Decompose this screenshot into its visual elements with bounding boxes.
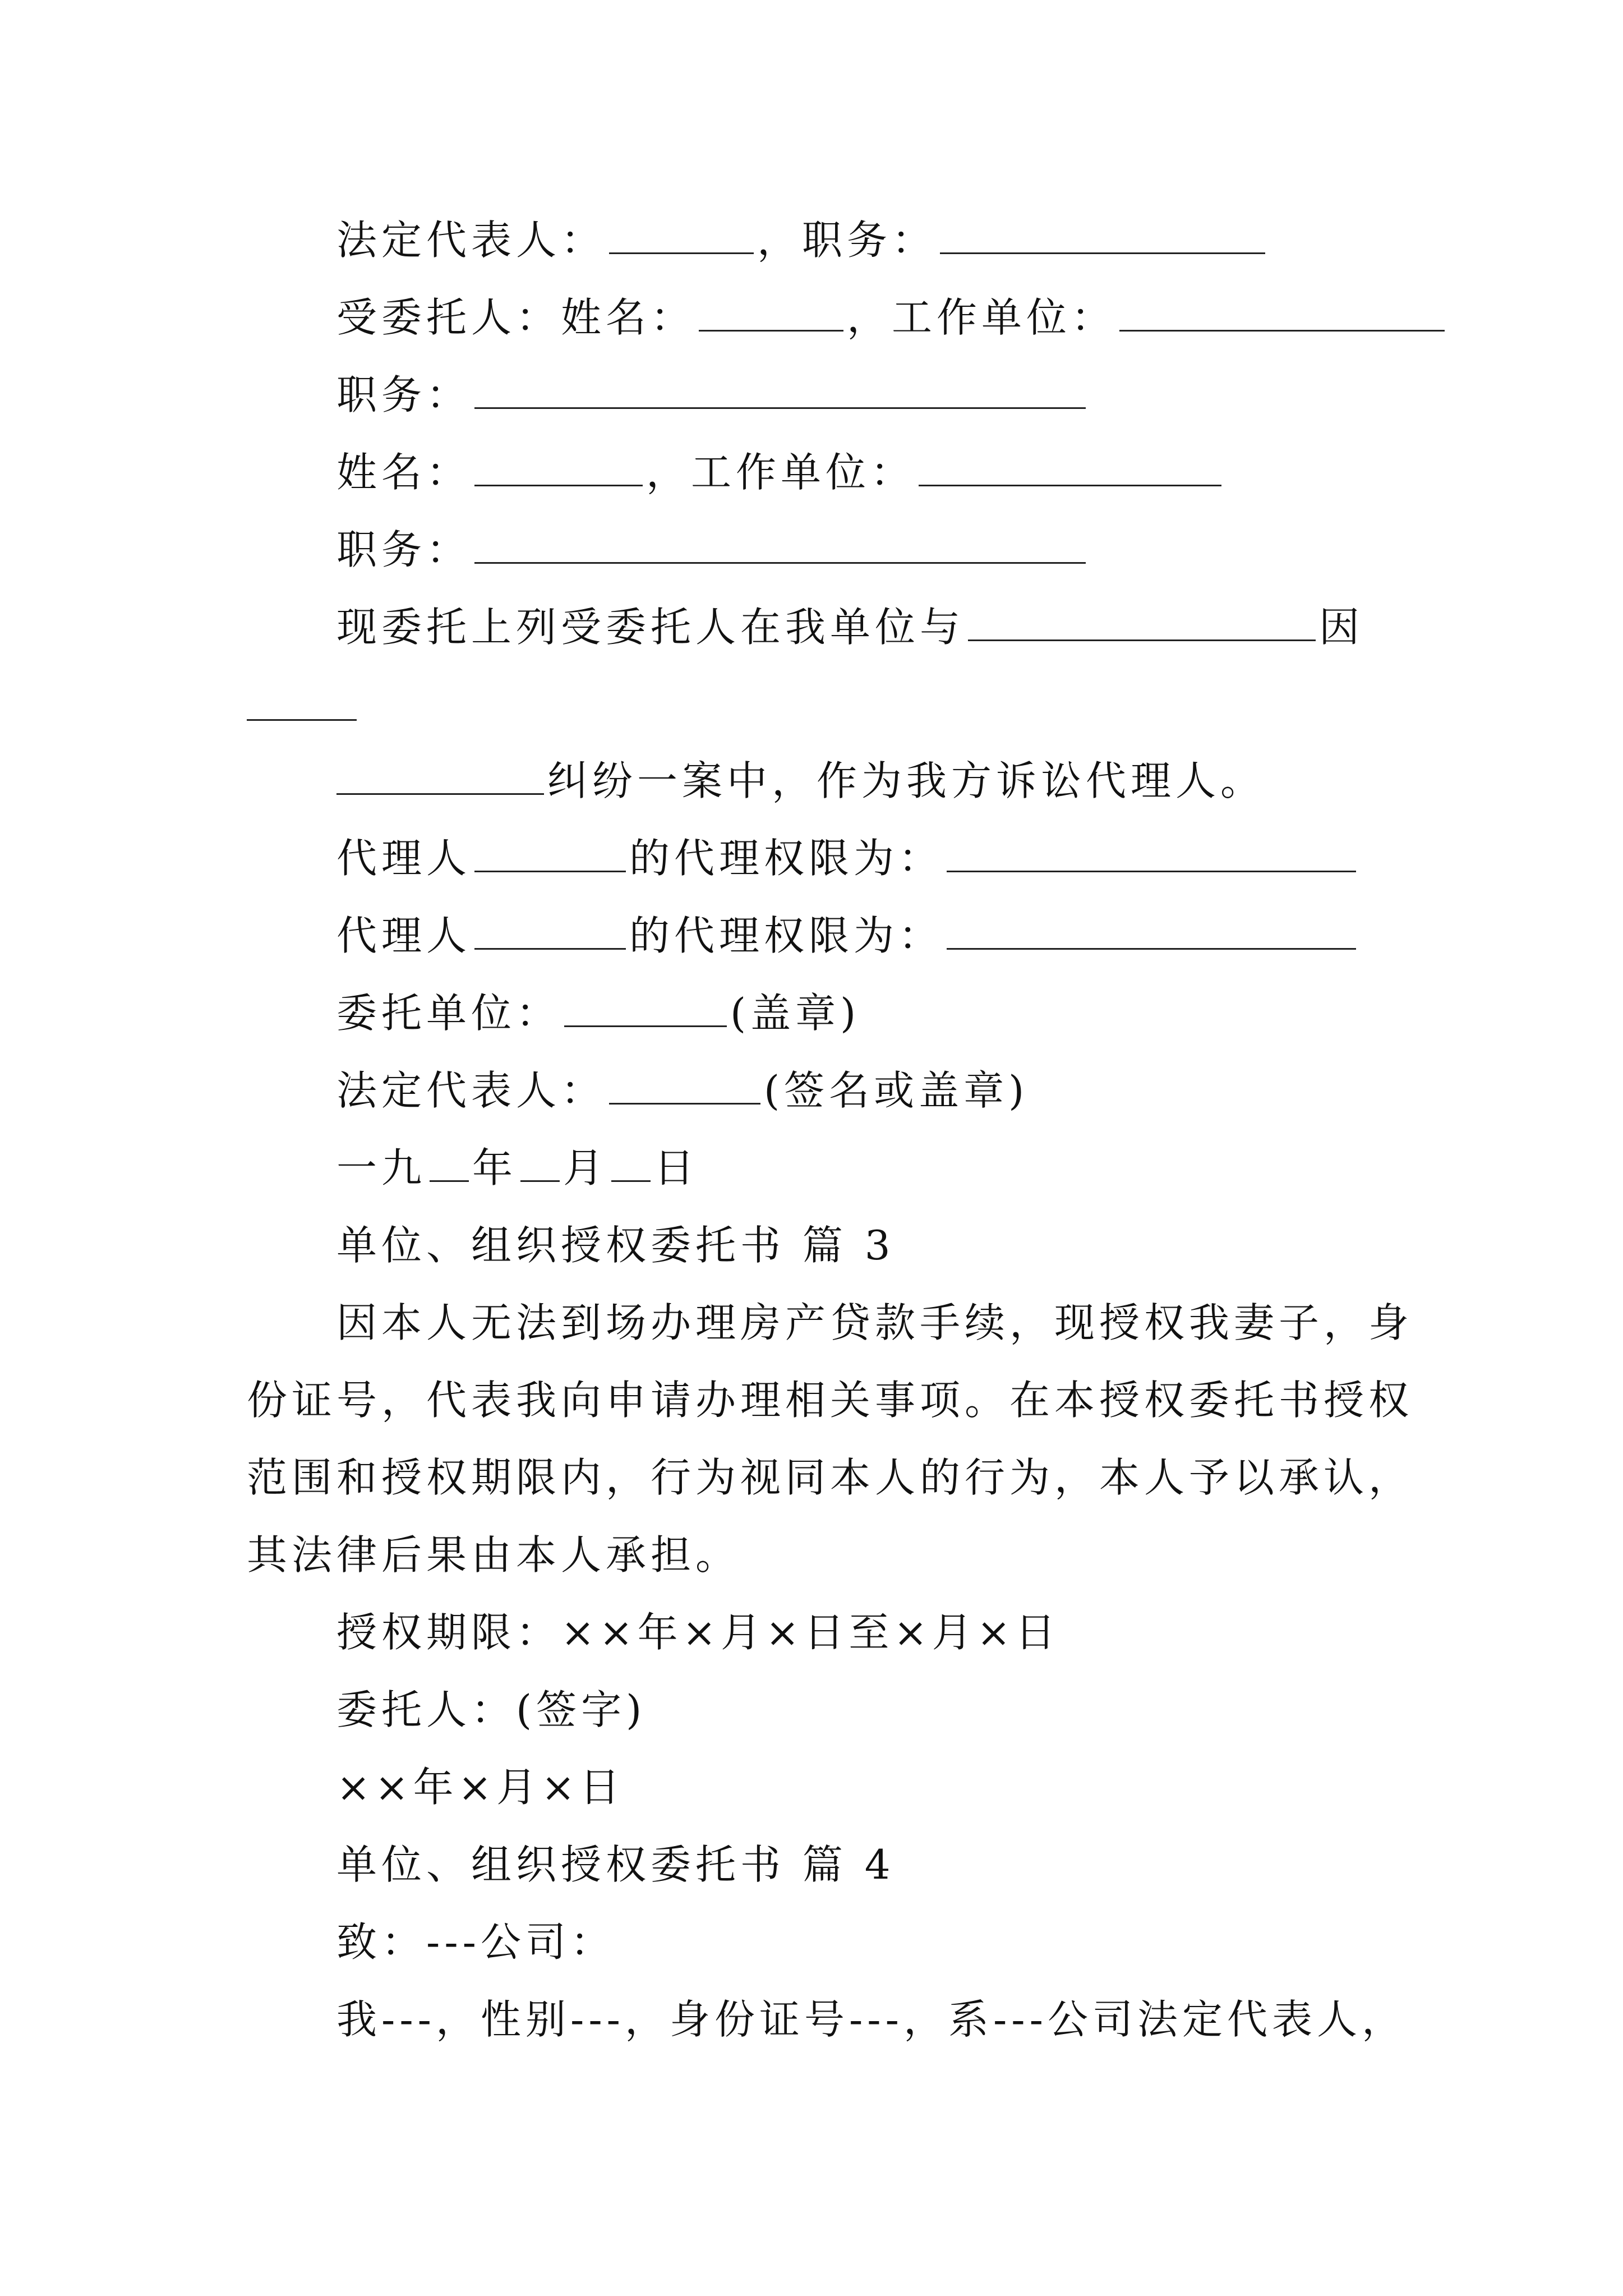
authority-agent-blank-1 xyxy=(474,865,626,872)
agent-position-blank xyxy=(474,402,1086,409)
authority-scope-label-2: 的代理权限为： xyxy=(629,912,944,959)
authorization-term: 授权期限：××年×月×日至×月×日 xyxy=(336,1609,1060,1656)
legal-rep-label: 法定代表人： xyxy=(336,217,606,264)
agent2-unit-blank xyxy=(919,479,1221,486)
legal-rep-sign-line xyxy=(336,1067,1029,1114)
cause-continuation-blank xyxy=(247,719,357,721)
authority-scope-blank-2 xyxy=(947,942,1356,950)
authority-scope-blank-1 xyxy=(947,865,1356,872)
date-line-2: ××年×月×日 xyxy=(336,1764,625,1811)
entrusting-unit-label: 委托单位： xyxy=(336,990,561,1037)
paragraph-3-line-3: 范围和授权期限内，行为视同本人的行为，本人予以承认， xyxy=(247,1454,1414,1501)
agent-position-line xyxy=(336,371,1089,418)
declarant-line: 我---，性别---，身份证号---，系---公司法定代表人， xyxy=(336,1996,1407,2043)
authority-scope-label-1: 的代理权限为： xyxy=(629,835,944,882)
date-prefix: 一九 xyxy=(336,1144,427,1191)
legal-rep-line xyxy=(336,217,1269,264)
cause-text: 因 xyxy=(1319,604,1364,651)
agent2-name-label: 姓名： xyxy=(336,449,472,496)
entrusting-unit-blank xyxy=(564,1020,727,1027)
agent2-position-line xyxy=(336,526,1089,573)
year-label: 年 xyxy=(472,1144,518,1191)
month-blank xyxy=(520,1175,560,1182)
legal-rep-name-blank xyxy=(609,247,754,254)
day-label: 日 xyxy=(654,1144,699,1191)
date-line-1 xyxy=(336,1144,699,1191)
position-blank xyxy=(940,247,1265,254)
agent-name-label: 受委托人：姓名： xyxy=(336,294,696,341)
legal-rep-sign-blank xyxy=(609,1097,760,1105)
paragraph-3-line-2: 份证号，代表我向申请办理相关事项。在本授权委托书授权 xyxy=(247,1377,1414,1424)
agent-unit-label: ，工作单位： xyxy=(847,294,1117,341)
client-signature: 委托人：(签字) xyxy=(336,1686,647,1733)
paragraph-3-line-4: 其法律后果由本人承担。 xyxy=(247,1531,741,1579)
agent2-unit-label: ，工作单位： xyxy=(646,449,916,496)
authority-line-2 xyxy=(336,912,1359,959)
addressee-line: 致：---公司： xyxy=(336,1918,615,1966)
agent2-position-blank xyxy=(474,556,1086,564)
dispute-blank xyxy=(336,788,544,795)
year-blank xyxy=(430,1175,469,1182)
authority-agent-label-2: 代理人 xyxy=(336,912,472,959)
day-blank xyxy=(611,1175,651,1182)
agent-position-label: 职务： xyxy=(336,371,472,418)
section-heading-3: 单位、组织授权委托书 篇 3 xyxy=(336,1222,895,1269)
seal-note: (盖章) xyxy=(730,990,861,1037)
paragraph-3-line-1: 因本人无法到场办理房产贷款手续，现授权我妻子，身 xyxy=(336,1299,1414,1346)
month-label: 月 xyxy=(563,1144,608,1191)
authority-agent-blank-2 xyxy=(474,942,626,950)
authority-line-1 xyxy=(336,835,1359,882)
legal-rep-sign-label: 法定代表人： xyxy=(336,1067,606,1114)
sign-note: (签名或盖章) xyxy=(764,1067,1029,1114)
counterparty-blank xyxy=(968,634,1316,641)
dispute-text: 纠纷一案中，作为我方诉讼代理人。 xyxy=(547,757,1266,804)
section-heading-4: 单位、组织授权委托书 篇 4 xyxy=(336,1841,895,1888)
agent-name-blank xyxy=(699,324,843,332)
agent2-line xyxy=(336,449,1225,496)
entrust-line xyxy=(336,604,1364,651)
position-label: ，职务： xyxy=(757,217,937,264)
agent-unit-blank xyxy=(1119,324,1445,332)
agent2-name-blank xyxy=(474,479,643,486)
entrust-text: 现委托上列受委托人在我单位与 xyxy=(336,604,965,651)
dispute-line xyxy=(336,757,1266,804)
agent-line xyxy=(336,294,1448,341)
entrusting-unit-line xyxy=(336,990,861,1037)
agent2-position-label: 职务： xyxy=(336,526,472,573)
authority-agent-label-1: 代理人 xyxy=(336,835,472,882)
